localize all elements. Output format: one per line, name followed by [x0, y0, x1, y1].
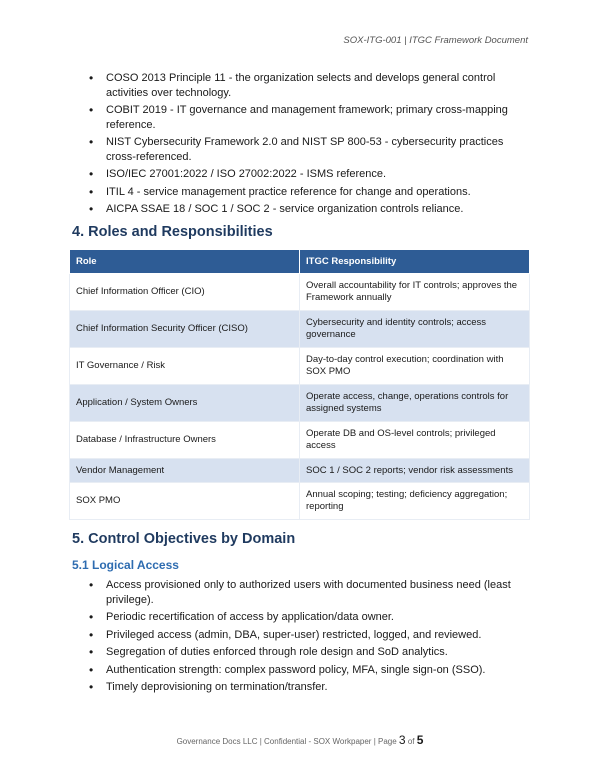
- table-row: [70, 459, 530, 483]
- logical-access-list: [72, 578, 532, 698]
- list-item: • Privileged access (admin, DBA, super-user) restricted, logged, and reviewed.: [72, 628, 532, 643]
- column-header-responsibility: ITGC Responsibility: [300, 250, 530, 274]
- responsibility-cell: Operate access, change, operations controls for assigned systems: [300, 385, 530, 422]
- list-item: • Timely deprovisioning on termination/transfer.: [72, 680, 532, 695]
- role-cell: Application / System Owners: [70, 385, 300, 422]
- subsection-heading-logical-access: 5.1 Logical Access: [72, 558, 179, 572]
- role-cell: Vendor Management: [70, 459, 300, 483]
- role-cell: IT Governance / Risk: [70, 348, 300, 385]
- page-number: 3: [398, 733, 406, 747]
- responsibility-cell: Cybersecurity and identity controls; access governance: [300, 311, 530, 348]
- page-total: 5: [416, 733, 424, 747]
- responsibility-cell: Day-to-day control execution; coordination with SOX PMO: [300, 348, 530, 385]
- list-item: • Periodic recertification of access by application/data owner.: [72, 610, 532, 625]
- responsibility-cell: Operate DB and OS-level controls; privileged access: [300, 422, 530, 459]
- role-cell: SOX PMO: [70, 483, 300, 520]
- list-item: • AICPA SSAE 18 / SOC 1 / SOC 2 - service organization controls reliance.: [72, 202, 532, 217]
- list-item: • Segregation of duties enforced through role design and SoD analytics.: [72, 645, 532, 660]
- roles-table: [69, 249, 530, 520]
- responsibility-cell: SOC 1 / SOC 2 reports; vendor risk assessments: [300, 459, 530, 483]
- footer-text: Governance Docs LLC | Confidential - SOX Workpaper | Page: [176, 737, 397, 746]
- page-footer: [0, 733, 600, 747]
- responsibility-cell: Annual scoping; testing; deficiency aggregation; reporting: [300, 483, 530, 520]
- list-item: • ITIL 4 - service management practice reference for change and operations.: [72, 185, 532, 200]
- list-item: • COSO 2013 Principle 11 - the organization selects and develops general control activities over technology.: [72, 71, 532, 100]
- role-cell: Chief Information Security Officer (CISO): [70, 311, 300, 348]
- list-item: • ISO/IEC 27001:2022 / ISO 27002:2022 - ISMS reference.: [72, 167, 532, 182]
- document-reference-header: SOX-ITG-001 | ITGC Framework Document: [343, 35, 528, 46]
- table-row: [70, 483, 530, 520]
- list-item: • Authentication strength: complex password policy, MFA, single sign-on (SSO).: [72, 663, 532, 678]
- table-row: [70, 311, 530, 348]
- table-header-row: [70, 250, 530, 274]
- framework-reference-list: [72, 71, 532, 220]
- list-item: • NIST Cybersecurity Framework 2.0 and NIST SP 800-53 - cybersecurity practices cross-referenced.: [72, 135, 532, 164]
- list-item: • Access provisioned only to authorized users with documented business need (least privilege).: [72, 578, 532, 607]
- table-row: [70, 274, 530, 311]
- column-header-role: Role: [70, 250, 300, 274]
- table-row: [70, 385, 530, 422]
- role-cell: Database / Infrastructure Owners: [70, 422, 300, 459]
- footer-of: of: [407, 737, 415, 746]
- section-heading-control-objectives: 5. Control Objectives by Domain: [72, 531, 296, 547]
- table-row: [70, 348, 530, 385]
- list-item: • COBIT 2019 - IT governance and management framework; primary cross-mapping reference.: [72, 103, 532, 132]
- responsibility-cell: Overall accountability for IT controls; approves the Framework annually: [300, 274, 530, 311]
- section-heading-roles: 4. Roles and Responsibilities: [72, 224, 273, 240]
- role-cell: Chief Information Officer (CIO): [70, 274, 300, 311]
- table-row: [70, 422, 530, 459]
